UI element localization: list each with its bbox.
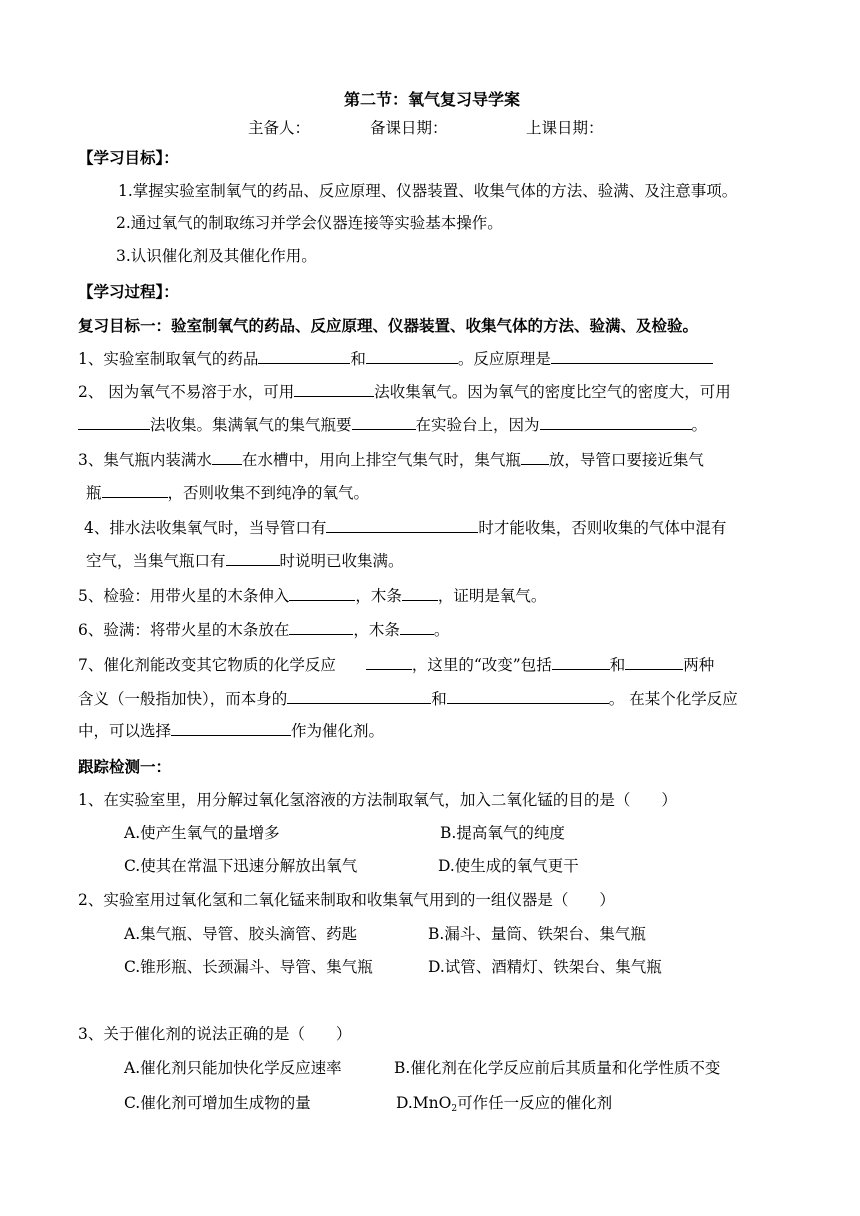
mc-option[interactable]: A.使产生氧气的量增多 — [124, 824, 280, 842]
question-3-line-1 — [78, 450, 704, 470]
q7-text: 两种 — [683, 656, 715, 674]
q4-text: 时才能收集，否则收集的气体中混有 — [478, 519, 727, 537]
question-1 — [78, 349, 713, 369]
mc-option[interactable]: B.漏斗、量筒、铁架台、集气瓶 — [428, 925, 646, 943]
q4-text: 空气，当集气瓶口有 — [86, 552, 226, 570]
q1-blank[interactable] — [551, 349, 713, 364]
q1-text-c: 。反应原理是 — [457, 350, 551, 368]
q3-text: 3、集气瓶内装满水 — [78, 451, 212, 469]
q7-text: 含义（一般指加快），而本身的 — [78, 690, 288, 708]
mc-option[interactable]: D.使生成的氧气更干 — [438, 857, 579, 875]
mc-option[interactable]: C.使其在常温下迅速分解放出氧气 — [124, 857, 358, 875]
question-6 — [78, 620, 449, 640]
class-date-label: 上课日期： — [526, 119, 604, 137]
preparer-label: 主备人： — [248, 119, 311, 137]
q2-blank[interactable] — [540, 415, 692, 430]
mc-option[interactable]: B.催化剂在化学反应前后其质量和化学性质不变 — [394, 1059, 721, 1077]
objective-item: 1.掌握实验室制氧气的药品、反应原理、仪器装置、收集气体的方法、验满、及注意事项。 — [118, 182, 738, 200]
q3-text: 放，导管口要接近集气 — [548, 451, 704, 469]
question-7-line-2 — [78, 689, 738, 709]
q6-blank[interactable] — [289, 620, 353, 635]
q1-text-b: 和 — [350, 350, 366, 368]
review-goal: 复习目标一：验室制氧气的药品、反应原理、仪器装置、收集气体的方法、验满、及检验。 — [78, 316, 699, 335]
q4-blank[interactable] — [326, 518, 478, 533]
q2-blank[interactable] — [352, 415, 416, 430]
objective-item: 3.认识催化剂及其催化作用。 — [116, 247, 317, 265]
option-d-subscript: 2 — [451, 1104, 458, 1114]
q6-text: 6、验满：将带火星的木条放在 — [78, 621, 290, 639]
question-2-line-2 — [78, 415, 707, 435]
q7-blank[interactable] — [447, 689, 609, 704]
q2-text: 法收集氧气。因为氧气的密度比空气的密度大，可用 — [374, 383, 731, 401]
q5-text: ，木条 — [355, 587, 402, 605]
q4-blank[interactable] — [226, 551, 280, 566]
mc-question-2-stem: 2、实验室用过氧化氢和二氧化锰来制取和收集氧气用到的一组仪器是（ ） — [78, 891, 615, 909]
q7-blank[interactable] — [366, 655, 412, 670]
q7-blank[interactable] — [552, 655, 610, 670]
q6-text: 。 — [433, 621, 450, 639]
option-d-suffix: 可作任一反应的催化剂 — [457, 1094, 613, 1112]
q7-text: 中，可以选择 — [78, 722, 172, 740]
question-7-line-1 — [78, 655, 714, 675]
q2-blank[interactable] — [294, 382, 374, 397]
q7-text: 和 — [431, 690, 447, 708]
mc-question-1-stem: 1、在实验室里，用分解过氧化氢溶液的方法制取氧气，加入二氧化锰的目的是（ ） — [78, 791, 677, 809]
q1-blank[interactable] — [258, 349, 350, 364]
question-4-line-1 — [84, 518, 726, 538]
question-2-line-1 — [78, 382, 731, 402]
q7-blank[interactable] — [171, 721, 291, 736]
q7-text: ，这里的“改变”包括 — [411, 656, 552, 674]
q5-text: 5、检验：用带火星的木条伸入 — [78, 587, 290, 605]
q7-text: 作为催化剂。 — [291, 722, 385, 740]
q3-blank[interactable] — [212, 450, 242, 465]
mc-question-3-stem: 3、关于催化剂的说法正确的是（ ） — [78, 1025, 352, 1043]
q1-text-a: 1、实验室制取氧气的药品 — [78, 350, 259, 368]
q2-text: 。 — [691, 416, 708, 434]
process-heading: 【学习过程】： — [78, 282, 179, 301]
mc-option[interactable]: C.锥形瓶、长颈漏斗、导管、集气瓶 — [124, 958, 373, 976]
question-4-line-2 — [86, 551, 404, 571]
mc-option[interactable]: A.集气瓶、导管、胶头滴管、药匙 — [124, 925, 358, 943]
q3-text: ，否则收集不到纯净的氧气。 — [167, 484, 370, 502]
q5-blank[interactable] — [289, 586, 355, 601]
q5-blank[interactable] — [402, 586, 438, 601]
q2-text: 在实验台上，因为 — [415, 416, 540, 434]
q7-blank[interactable] — [287, 689, 431, 704]
q3-blank[interactable] — [102, 483, 168, 498]
question-7-line-3 — [78, 721, 384, 741]
q7-text: 和 — [609, 656, 626, 674]
q6-blank[interactable] — [400, 620, 434, 635]
objective-item: 2.通过氧气的制取练习并学会仪器连接等实验基本操作。 — [116, 214, 503, 232]
q4-text: 4、排水法收集氧气时，当导管口有 — [84, 519, 327, 537]
q4-text: 时说明已收集满。 — [279, 552, 404, 570]
question-5 — [78, 586, 546, 606]
mc-option[interactable]: A.催化剂只能加快化学反应速率 — [124, 1059, 342, 1077]
q3-blank[interactable] — [521, 450, 549, 465]
prep-date-label: 备课日期： — [370, 119, 448, 137]
q3-text: 瓶 — [86, 484, 102, 502]
mc-option[interactable]: D.试管、酒精灯、铁架台、集气瓶 — [428, 958, 662, 976]
q2-text: 法收集。集满氧气的集气瓶要 — [150, 416, 352, 434]
option-d-prefix: D.MnO — [396, 1094, 452, 1112]
q5-text: ，证明是氧气。 — [437, 587, 547, 605]
q2-text: 2、 因为氧气不易溶于水，可用 — [78, 383, 295, 401]
q2-blank[interactable] — [78, 415, 150, 430]
question-3-line-2 — [86, 483, 369, 503]
q7-blank[interactable] — [625, 655, 683, 670]
mc-option[interactable]: B.提高氧气的纯度 — [440, 824, 565, 842]
q3-text: 在水槽中，用向上排空气集气时，集气瓶 — [241, 451, 521, 469]
page-title: 第二节：氧气复习导学案 — [344, 90, 521, 109]
q7-text: 7、催化剂能改变其它物质的化学反应 — [78, 656, 336, 674]
mc-option[interactable]: C.催化剂可增加生成物的量 — [124, 1094, 311, 1112]
q7-text: 。 在某个化学反应 — [608, 690, 738, 708]
q1-blank[interactable] — [366, 349, 458, 364]
tracking-heading: 跟踪检测一： — [78, 757, 172, 776]
q6-text: ，木条 — [353, 621, 400, 639]
objectives-heading: 【学习目标】： — [78, 148, 179, 167]
mc-option-d[interactable] — [396, 1093, 612, 1119]
